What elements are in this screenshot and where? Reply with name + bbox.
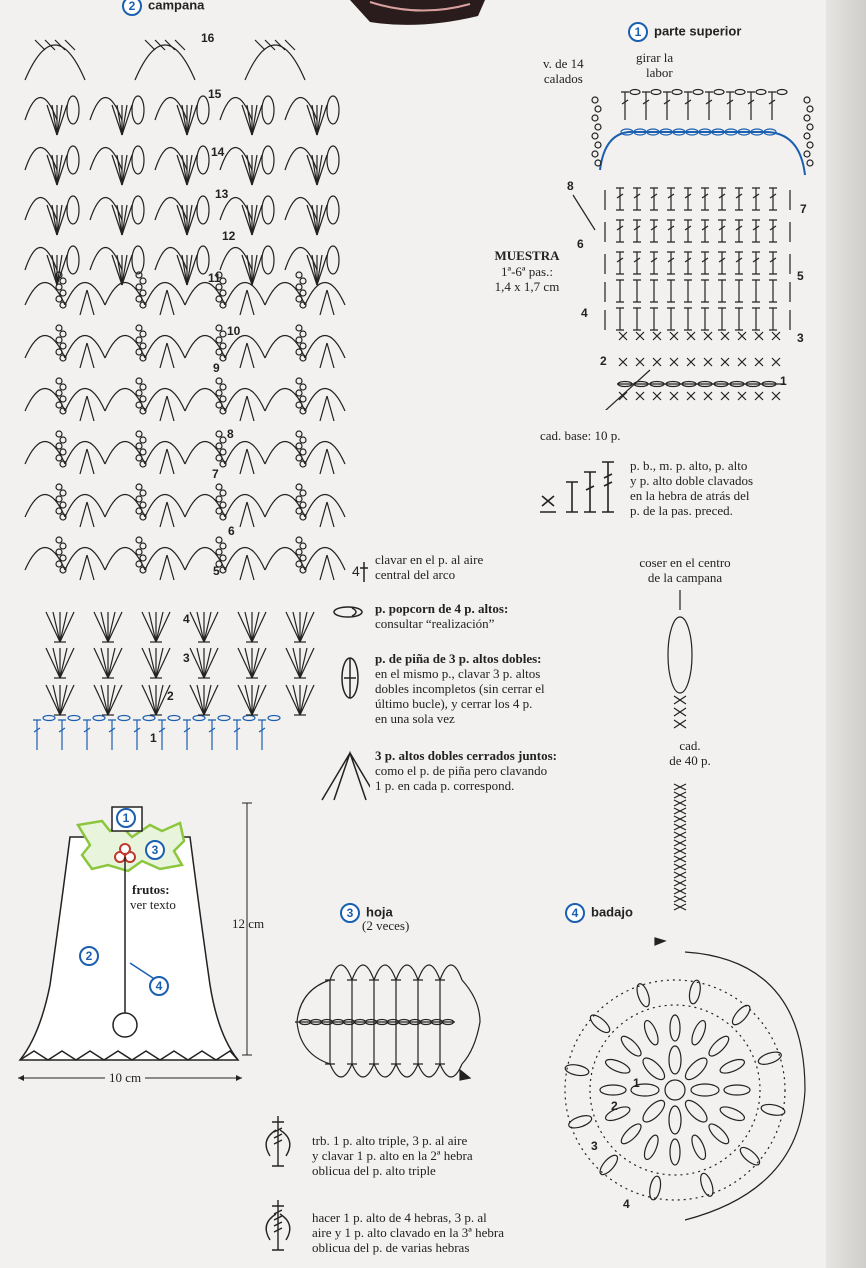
bell-width: 10 cm bbox=[105, 1070, 145, 1085]
coser-note: coser en el centro de la campana bbox=[639, 555, 731, 585]
cad40-note: cad. de 40 p. bbox=[669, 738, 711, 768]
parte-superior-title: 1 parte superior bbox=[628, 22, 741, 42]
frutos-note: frutos: ver texto bbox=[130, 882, 176, 912]
hoja-sub: (2 veces) bbox=[362, 918, 410, 933]
campana-title: 2 campana bbox=[122, 0, 204, 16]
badajo-row-3: 3 bbox=[591, 1139, 598, 1153]
badajo-row-1: 1 bbox=[633, 1076, 640, 1090]
ps-row-4: 4 bbox=[581, 306, 588, 320]
legend-icons bbox=[310, 548, 370, 808]
badajo-chart bbox=[535, 930, 835, 1230]
cord-chart bbox=[660, 590, 700, 950]
bell-height: 12 cm bbox=[232, 916, 265, 931]
legend-bottom-0: trb. 1 p. alto triple, 3 p. al aire y clavar 1 p. alto en la 2ª hebra oblicua del p. alto triple bbox=[312, 1133, 473, 1178]
parte-superior-badge: 1 bbox=[628, 22, 648, 42]
campana-row-13: 13 bbox=[215, 187, 229, 201]
cad-base-note: cad. base: 10 p. bbox=[540, 428, 621, 443]
badajo-title: 4 badajo bbox=[565, 903, 633, 923]
campana-badge: 2 bbox=[122, 0, 142, 16]
hoja-chart bbox=[275, 940, 485, 1090]
girar-note: girar la labor bbox=[636, 50, 674, 80]
badajo-badge: 4 bbox=[565, 903, 585, 923]
ps-row-2: 2 bbox=[600, 354, 607, 368]
hoja-badge: 3 bbox=[340, 903, 360, 923]
muestra-box: MUESTRA 1ª-6ª pas.: 1,4 x 1,7 cm bbox=[494, 248, 560, 294]
v14-note: v. de 14 calados bbox=[543, 56, 584, 86]
campana-row-14: 14 bbox=[211, 145, 225, 159]
svg-text:4: 4 bbox=[352, 563, 360, 579]
hoja-title: 3 hoja bbox=[340, 903, 393, 923]
campana-row-6: 6 bbox=[228, 524, 235, 538]
bell-label-2: 2 bbox=[79, 946, 105, 966]
page-gutter bbox=[826, 0, 866, 1268]
campana-row-3: 3 bbox=[183, 651, 190, 665]
campana-row-8: 8 bbox=[227, 427, 234, 441]
campana-row-11: 11 bbox=[208, 271, 221, 285]
legend-item-1: p. popcorn de 4 p. altos: consultar “realización” bbox=[375, 601, 509, 631]
legend-top-symbols bbox=[538, 460, 618, 516]
legend-item-0: clavar en el p. al aire central del arco bbox=[375, 552, 484, 582]
badajo-row-2: 2 bbox=[611, 1099, 618, 1113]
parte-superior-chart bbox=[565, 80, 825, 410]
campana-row-12: 12 bbox=[222, 229, 236, 243]
ps-row-6: 6 bbox=[577, 237, 584, 251]
campana-row-16: 16 bbox=[201, 31, 215, 45]
campana-row-1: 1 bbox=[150, 731, 157, 745]
campana-row-2: 2 bbox=[167, 689, 174, 703]
legend-item-3: 3 p. altos dobles cerrados juntos: como el p. de piña pero clavando 1 p. en cada p. correspond. bbox=[375, 748, 558, 793]
bell-label-4: 4 bbox=[149, 976, 175, 996]
legend-item-2: p. de piña de 3 p. altos dobles: en el mismo p., clavar 3 p. altos dobles incompletos (sin cerrar el último bucle), y cerrar los 4 p. en una sola vez bbox=[375, 651, 545, 726]
ps-row-8: 8 bbox=[567, 179, 574, 193]
bell-label-3: 3 bbox=[145, 840, 171, 860]
ps-row-3: 3 bbox=[797, 331, 804, 345]
badajo-row-4: 4 bbox=[623, 1197, 630, 1211]
campana-row-4: 4 bbox=[183, 612, 190, 626]
campana-row-9: 9 bbox=[213, 361, 220, 375]
bell-label-1: 1 bbox=[116, 808, 142, 828]
photo-fragment bbox=[350, 0, 485, 26]
legend-bottom-1: hacer 1 p. alto de 4 hebras, 3 p. al aire y 1 p. alto clavado en la 3ª hebra oblicua del p. de varias hebras bbox=[312, 1210, 505, 1255]
ps-row-1: 1 bbox=[780, 374, 787, 388]
campana-row-7: 7 bbox=[212, 467, 219, 481]
legend-top-text: p. b., m. p. alto, p. alto y p. alto doble clavados en la hebra de atrás del p. de la pas. preced. bbox=[630, 458, 754, 518]
campana-row-15: 15 bbox=[208, 87, 222, 101]
campana-chart bbox=[15, 20, 355, 760]
ps-row-5: 5 bbox=[797, 269, 804, 283]
campana-row-10: 10 bbox=[227, 324, 241, 338]
legend-bottom-icons bbox=[258, 1110, 298, 1260]
campana-row-5: 5 bbox=[213, 564, 220, 578]
ps-row-7: 7 bbox=[800, 202, 807, 216]
